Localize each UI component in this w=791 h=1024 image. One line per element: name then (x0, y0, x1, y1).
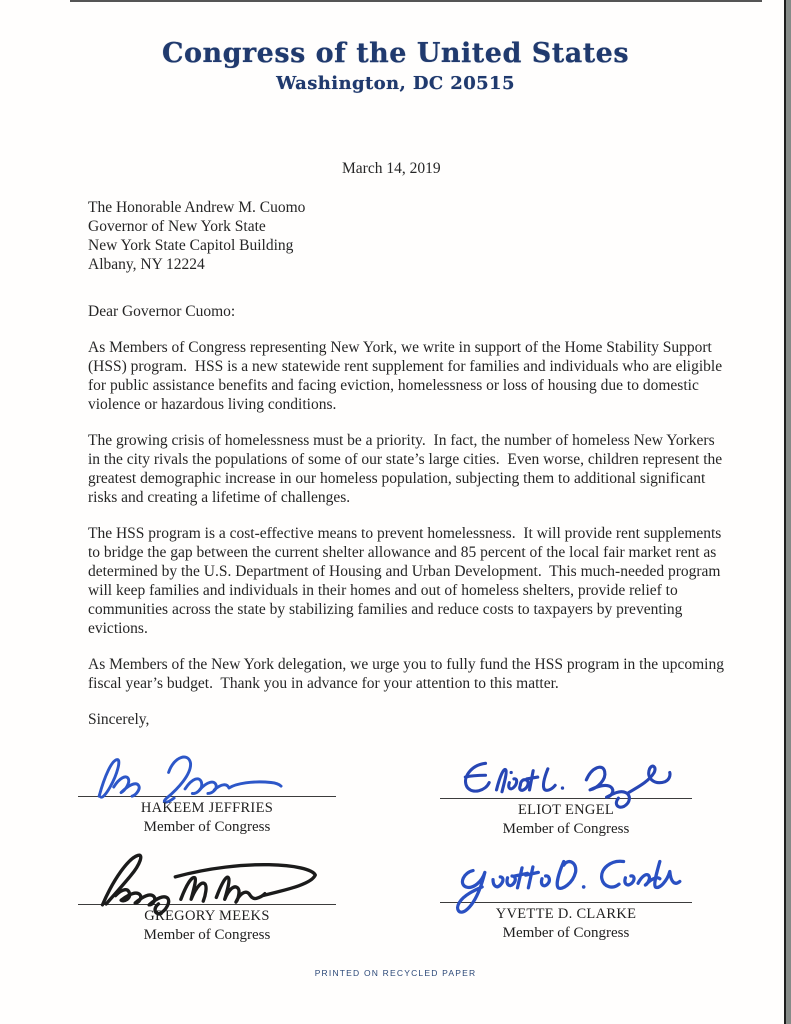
paragraph-1: As Members of Congress representing New York, we write in support of the Home Stability Support (HSS) program. HSS is a new statewide rent supplement for families and individuals who are eligible for public assistance benefits and facing eviction, homelessness or loss of housing due to domestic violence or hazardous living conditions. (88, 339, 726, 413)
paragraph-3: The HSS program is a cost-effective means to prevent homelessness. It will provide rent supplements to bridge the gap between the current shelter allowance and 85 percent of the local fair market rent as determined by the U.S. Department of Housing and Urban Development. This much-needed program will keep families and individuals in their homes and out of homeless shelters, provide relief to communities across the state by stabilizing families and reduce costs to taxpayers by preventing evictions. (88, 525, 726, 637)
recipient-name: The Honorable Andrew M. Cuomo (88, 199, 306, 216)
signatory-name: YVETTE D. CLARKE (495, 906, 637, 922)
closing: Sincerely, (88, 711, 150, 728)
recipient-city: Albany, NY 12224 (88, 256, 205, 273)
paragraph-2: The growing crisis of homelessness must be a priority. In fact, the number of homeless New Yorkers in the city rivals the populations of some of our state’s large cities. Even worse, children represent the greatest demographic increase in our homeless population, subjecting them to additional significant risks and creating a lifetime of challenges. (88, 432, 727, 506)
recipient-building: New York State Capitol Building (88, 237, 294, 254)
signatory-title: Member of Congress (502, 821, 630, 837)
signature-hakeem-jeffries (78, 745, 336, 839)
letter-body (0, 159, 791, 729)
scan-edge-right (784, 0, 791, 1024)
signatory-title: Member of Congress (143, 927, 271, 943)
recipient-title: Governor of New York State (88, 218, 266, 235)
scan-edge-top (70, 0, 762, 2)
signature-line (78, 796, 336, 797)
salutation: Dear Governor Cuomo: (88, 303, 236, 320)
signature-line (78, 904, 336, 905)
signatory-title: Member of Congress (502, 925, 630, 941)
recipient-address (88, 198, 725, 274)
paragraph-4: As Members of the New York delegation, we urge you to fully fund the HSS program in the upcoming fiscal year’s budget. Thank you in advance for your attention to this matter. (88, 656, 728, 692)
signature-block (0, 745, 791, 945)
signature-eliot-engel (440, 745, 692, 839)
signatory-name: GREGORY MEEKS (144, 908, 270, 924)
letterhead-address: Washington, DC 20515 (276, 73, 515, 94)
signature-gregory-meeks (78, 847, 336, 945)
signature-yvette-clarke (440, 847, 692, 945)
signatory-name: ELIOT ENGEL (517, 802, 615, 818)
letterhead-title: Congress of the United States (161, 38, 630, 69)
signatory-name: HAKEEM JEFFRIES (140, 800, 274, 816)
signature-line (440, 798, 692, 799)
letterhead (0, 0, 791, 95)
letter-date: March 14, 2019 (342, 160, 441, 177)
recycled-paper-notice: PRINTED ON RECYCLED PAPER (314, 968, 477, 978)
signatory-title: Member of Congress (143, 819, 271, 835)
signature-line (440, 902, 692, 903)
